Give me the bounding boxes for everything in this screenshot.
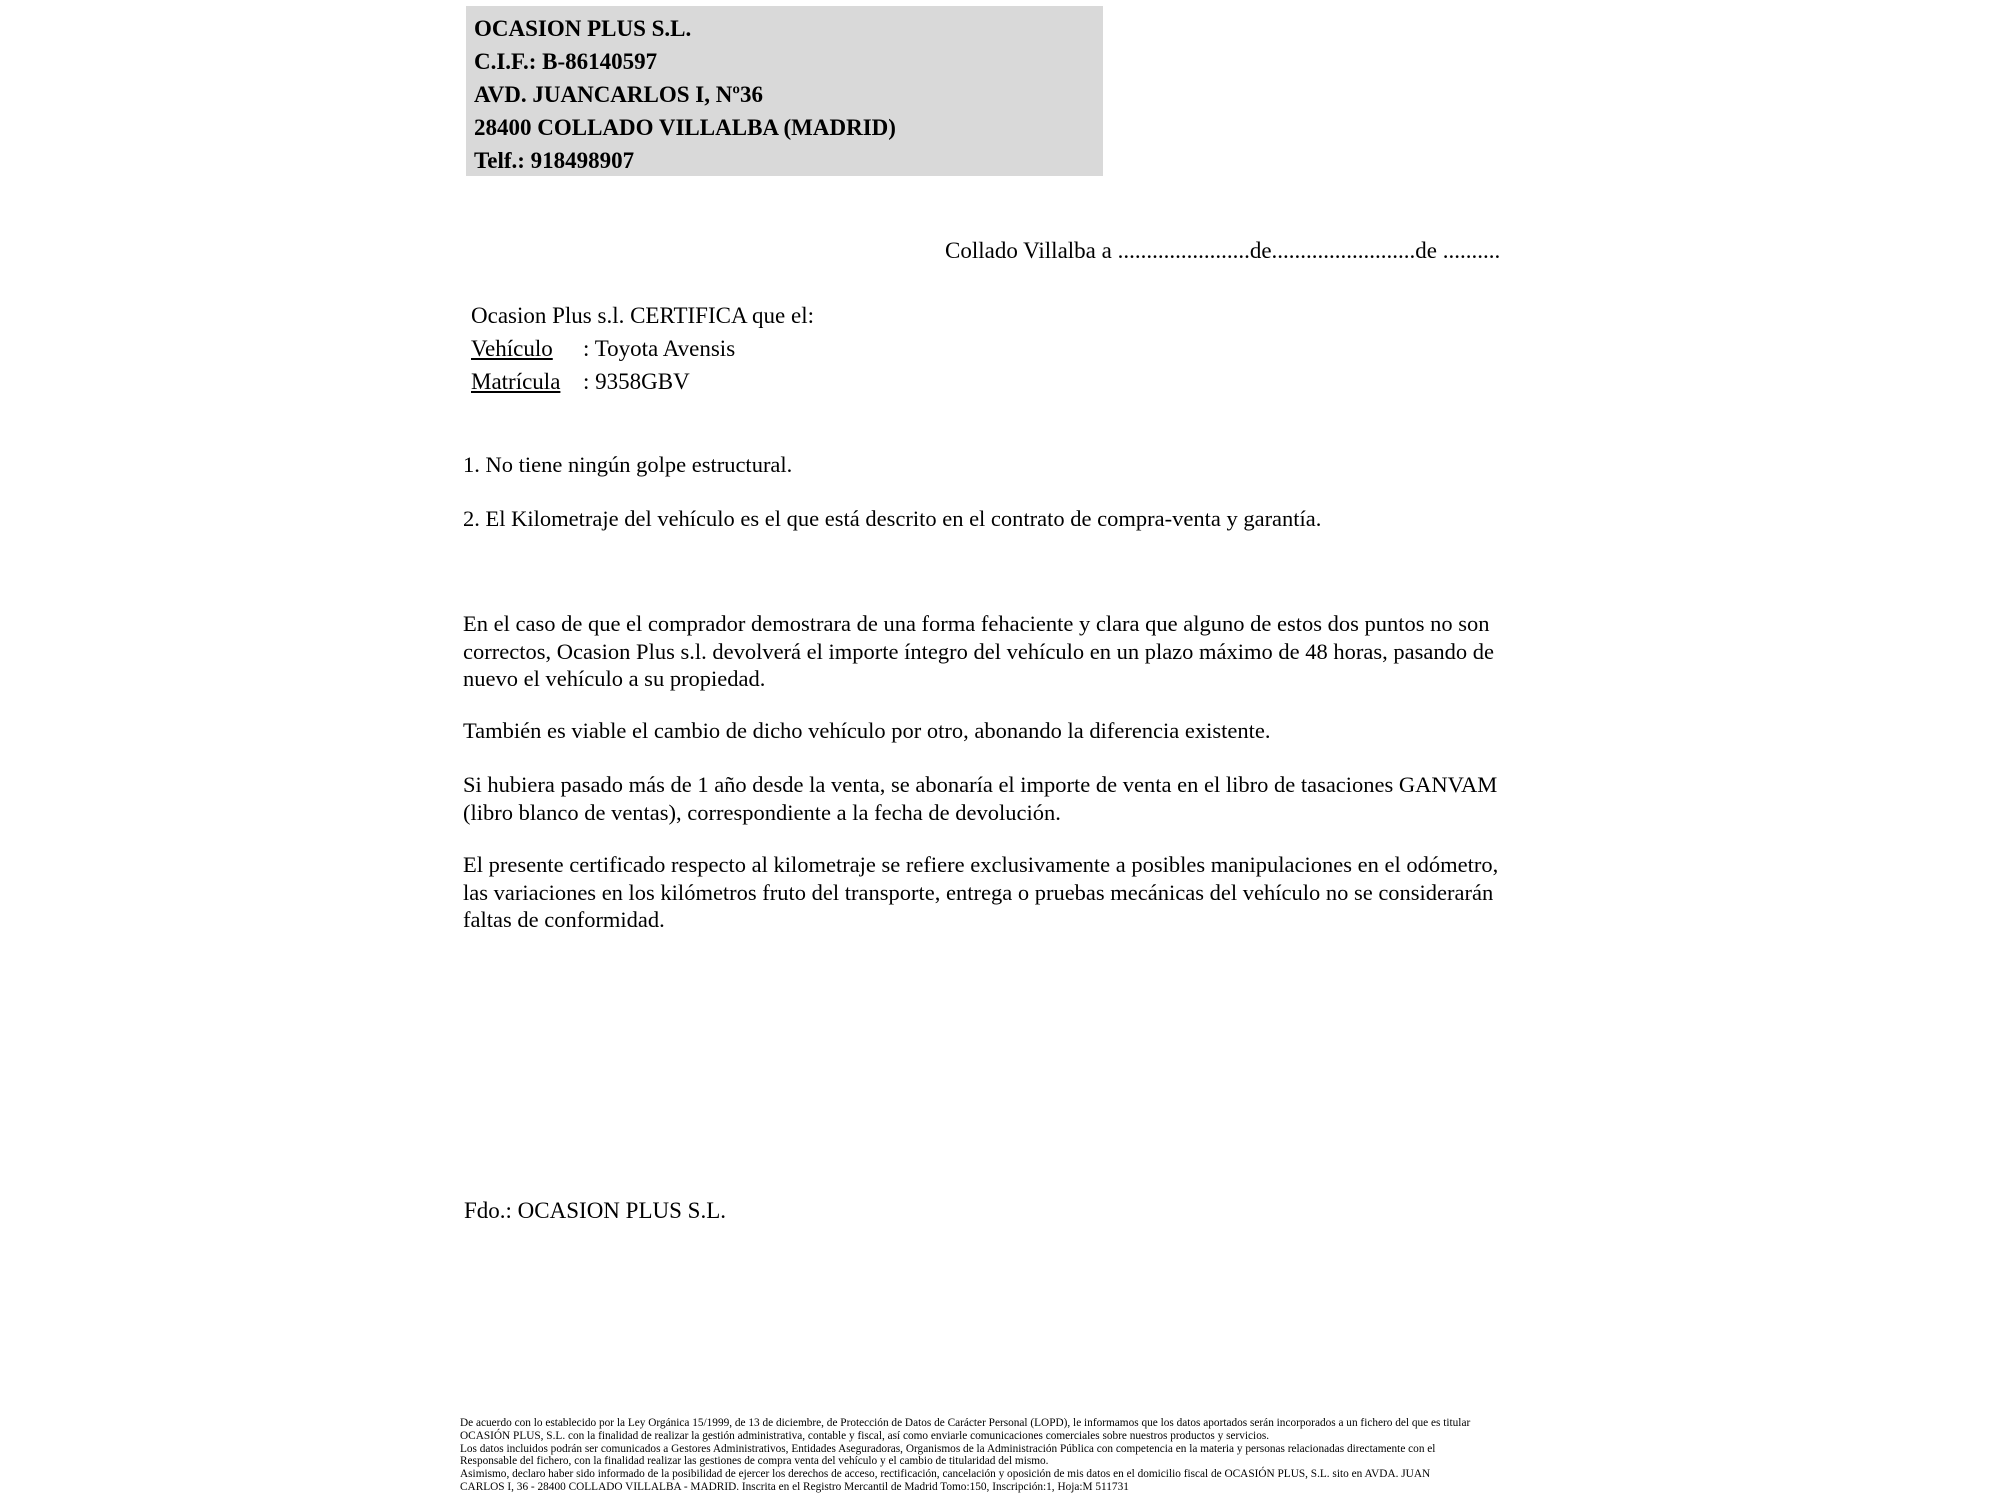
legal-line: Los datos incluidos podrán ser comunicados a Gestores Administrativos, Entidades Aseguradoras, Organismos de la Administración Pública con competencia en la materia y personas relacionadas directamente con el	[460, 1442, 1436, 1455]
legal-line: Asimismo, declaro haber sido informado de la posibilidad de ejercer los derechos de acceso, rectificación, cancelación y oposición de mis datos en el domicilio fiscal de OCASIÓN PLUS, S.L. sito en AVDA. JUAN	[460, 1468, 1431, 1481]
vehicle-value: : Toyota Avensis	[583, 336, 736, 361]
plate-value: : 9358GBV	[583, 369, 690, 394]
legal-line: Responsable del fichero, con la finalidad realizar las gestiones de compra venta del vehículo y el cambio de titularidad del mismo.	[460, 1455, 1049, 1468]
company-city: 28400 COLLADO VILLALBA (MADRID)	[474, 115, 896, 140]
legal-line: OCASIÓN PLUS, S.L. con la finalidad de realizar la gestión administrativa, contable y fiscal, así como enviarle comunicaciones comerciales sobre nuestros productos y servicios.	[460, 1429, 1270, 1442]
legal-line: De acuerdo con lo establecido por la Ley Orgánica 15/1999, de 13 de diciembre, de Protección de Datos de Carácter Personal (LOPD), le informamos que los datos aportados serán incorporados a un fichero del que es titular	[460, 1417, 1471, 1429]
company-address: AVD. JUANCARLOS I, Nº36	[474, 82, 763, 107]
paragraph-ganvam-valuation: Si hubiera pasado más de 1 año desde la venta, se abonaría el importe de venta en el libro de tasaciones GANVAM (libro blanco de ventas), correspondiente a la fecha de devolución.	[463, 772, 1498, 825]
company-cif: C.I.F.: B-86140597	[474, 49, 658, 74]
vehicle-row	[471, 332, 814, 365]
company-name: OCASION PLUS S.L.	[474, 16, 692, 41]
vehicle-label: Vehículo	[471, 336, 553, 361]
certification-block	[471, 299, 814, 398]
certify-intro: Ocasion Plus s.l. CERTIFICA que el:	[471, 303, 814, 328]
legal-fine-print	[460, 1417, 1560, 1494]
plate-row	[471, 365, 814, 398]
company-header-box	[466, 6, 1103, 176]
paragraph-refund-conditions: En el caso de que el comprador demostrara de una forma fehaciente y clara que alguno de estos dos puntos no son correctos, Ocasion Plus s.l. devolverá el importe íntegro del vehículo en un plazo máximo de 48 horas, pasando de nuevo el vehículo a su propiedad.	[463, 611, 1494, 691]
paragraph-odometer-disclaimer: El presente certificado respecto al kilometraje se refiere exclusivamente a posibles manipulaciones en el odómetro, las variaciones en los kilómetros fruto del transporte, entrega o pruebas mecánicas del vehículo no se considerarán faltas de conformidad.	[463, 852, 1499, 932]
date-fill-in-line: Collado Villalba a .......................de.........................de ..........	[945, 238, 1501, 263]
plate-label: Matrícula	[471, 369, 561, 394]
certified-point-2: 2. El Kilometraje del vehículo es el que está descrito en el contrato de compra-venta y garantía.	[463, 506, 1322, 531]
paragraph-exchange-option: También es viable el cambio de dicho vehículo por otro, abonando la diferencia existente.	[463, 718, 1271, 743]
legal-line: CARLOS I, 36 - 28400 COLLADO VILLALBA - MADRID. Inscrita en el Registro Mercantil de Madrid Tomo:150, Inscripción:1, Hoja:M 511731	[460, 1480, 1129, 1493]
certified-point-1: 1. No tiene ningún golpe estructural.	[463, 452, 793, 477]
company-phone: Telf.: 918498907	[474, 148, 635, 173]
signature-line: Fdo.: OCASION PLUS S.L.	[464, 1198, 726, 1223]
